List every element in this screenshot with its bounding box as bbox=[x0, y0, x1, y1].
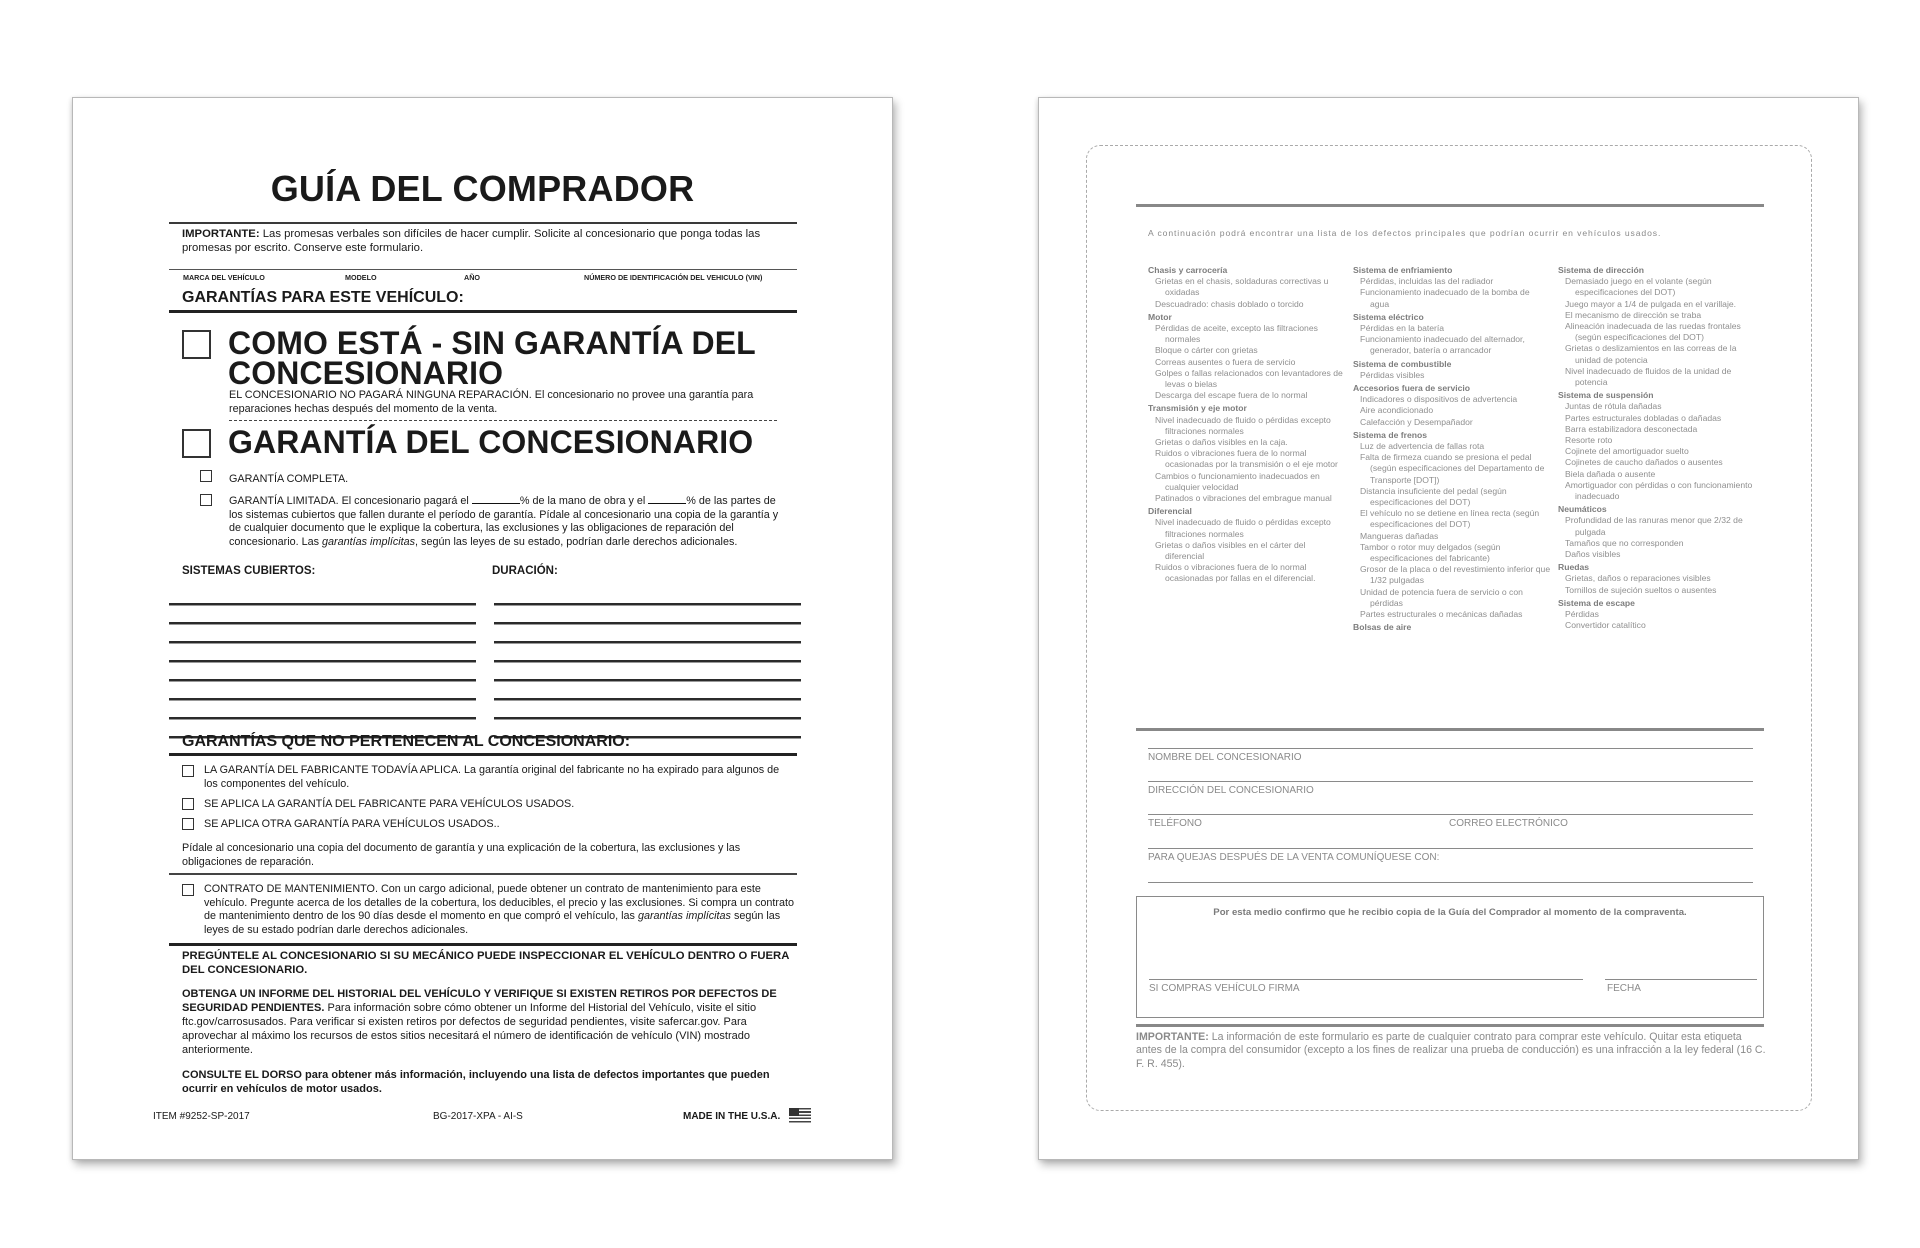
defect-item: Convertidor catalítico bbox=[1565, 620, 1646, 631]
systems-line[interactable] bbox=[169, 717, 476, 720]
defect-item: Grietas en el chasis, soldaduras correctivas u oxidadas bbox=[1155, 276, 1329, 298]
defect-category: Bolsas de aire bbox=[1353, 622, 1412, 633]
defect-item: Barra estabilizadora desconectada bbox=[1565, 423, 1698, 434]
date-line[interactable] bbox=[1605, 979, 1757, 980]
defect-item: Partes estructurales o mecánicas dañadas bbox=[1360, 609, 1523, 620]
used-vehicle-manufacturer-warranty-checkbox[interactable] bbox=[182, 798, 194, 810]
service-contract-text: CONTRATO DE MANTENIMIENTO. Con un cargo adicional, puede obtener un contrato de mantenimiento para este vehículo. Pregunte acerca de los detalles de la cobertura, los deducibles, el precio y las exclusiones. Si compra un contrato de mantenimiento dentro de los 90 días desde el momento en que compró el vehículo, las garantías implícitas según las leyes de su estado podrían darle derechos adicionales. bbox=[204, 883, 794, 936]
dealer-warranty-title: GARANTÍA DEL CONCESIONARIO bbox=[228, 424, 754, 460]
defect-item: Tornillos de sujeción sueltos o ausentes bbox=[1565, 584, 1717, 595]
duration-line[interactable] bbox=[494, 641, 801, 644]
signature-line[interactable] bbox=[1149, 979, 1583, 980]
duration-label: DURACIÓN: bbox=[492, 565, 558, 577]
defect-item: Cambios o funcionamiento inadecuados en cualquier velocidad bbox=[1155, 470, 1320, 492]
as-is-checkbox[interactable] bbox=[182, 330, 211, 359]
defect-item: Pérdidas en la batería bbox=[1360, 323, 1445, 334]
defect-category: Chasis y carrocería bbox=[1148, 265, 1228, 275]
systems-line[interactable] bbox=[169, 603, 476, 606]
divider bbox=[169, 222, 797, 224]
acknowledgment-text: Por esta medio confirmo que he recibio copia de la Guía del Comprador al momento de la compraventa. bbox=[1213, 907, 1687, 918]
defect-category: Ruedas bbox=[1558, 562, 1590, 573]
defect-item: Tambor o rotor muy delgados (según especificaciones del fabricante) bbox=[1360, 541, 1501, 564]
systems-line[interactable] bbox=[169, 698, 476, 701]
complaints-line[interactable] bbox=[1148, 848, 1753, 849]
defect-item: Demasiado juego en el volante (según especificaciones del DOT) bbox=[1565, 276, 1712, 298]
defect-item: Pérdidas bbox=[1565, 609, 1599, 620]
defect-item: Ruidos o vibraciones fuera de lo normal ocasionadas por la transmisión o el eje motor bbox=[1155, 448, 1338, 470]
divider bbox=[1136, 1024, 1764, 1027]
signature-label: SI COMPRAS VEHÍCULO FIRMA bbox=[1149, 983, 1300, 994]
dealer-address-label: DIRECCIÓN DEL CONCESIONARIO bbox=[1148, 785, 1314, 796]
phone-label: TELÉFONO bbox=[1148, 818, 1202, 829]
warranties-heading: GARANTÍAS PARA ESTE VEHÍCULO: bbox=[182, 289, 464, 306]
duration-line[interactable] bbox=[494, 660, 801, 663]
defect-item: Juego mayor a 1/4 de pulgada en el varillaje. bbox=[1565, 298, 1737, 309]
systems-line[interactable] bbox=[169, 679, 476, 682]
defect-item: Mangueras dañadas bbox=[1360, 530, 1439, 541]
defect-category: Sistema eléctrico bbox=[1353, 311, 1424, 322]
defect-item: Cojinetes de caucho dañados o ausentes bbox=[1565, 457, 1723, 468]
defects-intro: A continuación podrá encontrar una lista de los defectos principales que podrían ocurrir en vehículos usados. bbox=[1148, 228, 1662, 238]
defect-item: Pérdidas, incluidas las del radiador bbox=[1360, 276, 1494, 287]
defect-item: Grietas, daños o reparaciones visibles bbox=[1565, 573, 1711, 584]
other-used-vehicle-warranty-checkbox[interactable] bbox=[182, 818, 194, 830]
dealer-name-label: NOMBRE DEL CONCESIONARIO bbox=[1148, 752, 1302, 763]
acknowledgment-box bbox=[1136, 896, 1764, 1018]
defect-item: Nivel inadecuado de fluido o pérdidas excepto filtraciones normales bbox=[1155, 414, 1331, 436]
defect-item: Descuadrado: chasis doblado o torcido bbox=[1155, 298, 1304, 309]
manufacturer-warranty-checkbox[interactable] bbox=[182, 765, 194, 777]
buyers-guide-front-page bbox=[72, 97, 893, 1160]
defect-item: Amortiguador con pérdidas o con funcionamiento inadecuado bbox=[1565, 479, 1753, 502]
limited-warranty-text: GARANTÍA LIMITADA. El concesionario pagará el % de la mano de obra y el % de las partes de los sistemas cubiertos que fallen durante el período de garantía. Pídale al concesionario una copia de la garantía y de cualquier documento que le explique la cobertura, las exclusiones y las obligaciones de reparación del concesionario. Las garantías implícitas, según las leyes de su estado, podrían darle derechos adicionales. bbox=[229, 495, 779, 548]
defect-item: Luz de advertencia de fallas rota bbox=[1360, 441, 1485, 452]
defect-item: Bloque o cárter con grietas bbox=[1155, 345, 1258, 356]
defect-item: Juntas de rótula dañadas bbox=[1565, 401, 1662, 412]
item-number: ITEM #9252-SP-2017 bbox=[153, 1111, 250, 1122]
defects-column-1 bbox=[1148, 263, 1348, 585]
defects-column-2 bbox=[1353, 263, 1553, 634]
defect-category: Sistema de enfriamiento bbox=[1353, 265, 1453, 275]
limited-warranty-checkbox[interactable] bbox=[200, 494, 212, 506]
non-dealer-note: Pídale al concesionario una copia del documento de garantía y una explicación de la cobertura, las exclusiones y las obligaciones de reparación. bbox=[182, 842, 741, 868]
defect-category: Diferencial bbox=[1148, 506, 1192, 517]
systems-line[interactable] bbox=[169, 660, 476, 663]
service-contract-checkbox[interactable] bbox=[182, 884, 194, 896]
defect-item: Calefacción y Desempañador bbox=[1360, 416, 1473, 427]
systems-line[interactable] bbox=[169, 641, 476, 644]
made-in-usa: MADE IN THE U.S.A. bbox=[683, 1111, 781, 1122]
see-back-notice: CONSULTE EL DORSO para obtener más información, incluyendo una lista de defectos importantes que pueden ocurrir en vehículos de motor usados. bbox=[182, 1069, 770, 1095]
defects-column-3 bbox=[1558, 263, 1758, 632]
defect-item: Unidad de potencia fuera de servicio o con pérdidas bbox=[1360, 586, 1523, 608]
full-warranty-label: GARANTÍA COMPLETA. bbox=[229, 473, 349, 485]
defect-item: Pérdidas de aceite, excepto las filtraciones normales bbox=[1155, 323, 1318, 345]
complaints-label: PARA QUEJAS DESPUÉS DE LA VENTA COMUNÍQUESE CON: bbox=[1148, 852, 1440, 863]
full-warranty-checkbox[interactable] bbox=[200, 470, 212, 482]
manufacturer-warranty-text: LA GARANTÍA DEL FABRICANTE TODAVÍA APLICA. La garantía original del fabricante no ha expirado para algunos de los componentes del vehículo. bbox=[204, 764, 780, 790]
defect-item: Golpes o fallas relacionados con levantadores de levas o bielas bbox=[1155, 367, 1343, 390]
defect-item: Profundidad de las ranuras menor que 2/32 de pulgada bbox=[1565, 515, 1743, 537]
divider bbox=[169, 753, 797, 756]
form-code: BG-2017-XPA - AI-S bbox=[433, 1111, 523, 1122]
systems-covered-label: SISTEMAS CUBIERTOS: bbox=[182, 565, 316, 577]
duration-line[interactable] bbox=[494, 622, 801, 625]
divider bbox=[169, 310, 797, 313]
divider bbox=[169, 873, 797, 875]
mechanic-inspection-notice: PREGÚNTELE AL CONCESIONARIO SI SU MECÁNICO PUEDE INSPECCIONAR EL VEHÍCULO DENTRO O FUERA DEL CONCESIONARIO. bbox=[182, 950, 789, 976]
systems-line[interactable] bbox=[169, 622, 476, 625]
defect-category: Sistema de dirección bbox=[1558, 265, 1644, 275]
defect-item: Patinados o vibraciones del embrague manual bbox=[1155, 493, 1332, 504]
defect-item: Funcionamiento inadecuado de la bomba de agua bbox=[1360, 287, 1530, 309]
defect-category: Sistema de suspensión bbox=[1558, 390, 1654, 401]
defect-item: El mecanismo de dirección se traba bbox=[1565, 309, 1702, 320]
defect-category: Sistema de frenos bbox=[1353, 429, 1428, 440]
defect-item: Grietas o deslizamientos en las correas de la unidad de potencia bbox=[1565, 343, 1737, 365]
defect-item: Falta de firmeza cuando se presiona el pedal (según especificaciones del Departamento de Transporte [DOT]) bbox=[1360, 452, 1545, 485]
defect-item: Nivel inadecuado de fluido o pérdidas excepto filtraciones normales bbox=[1155, 517, 1331, 539]
defect-item: Descarga del escape fuera de lo normal bbox=[1155, 390, 1308, 401]
defect-item: Daños visibles bbox=[1565, 549, 1621, 560]
as-is-description: EL CONCESIONARIO NO PAGARÁ NINGUNA REPARACIÓN. El concesionario no provee una garantía para reparaciones hechas después del momento de la venta. bbox=[229, 389, 754, 415]
defect-item: Funcionamiento inadecuado del alternador, generador, batería o arrancador bbox=[1360, 334, 1525, 356]
defect-item: Grosor de la placa o del revestimiento inferior que 1/32 pulgadas bbox=[1360, 564, 1551, 586]
page-title: GUÍA DEL COMPRADOR bbox=[270, 168, 695, 209]
defect-item: Grietas o daños visibles en el cárter del diferencial bbox=[1155, 539, 1306, 562]
defect-item: Partes estructurales dobladas o dañadas bbox=[1565, 412, 1722, 423]
duration-line[interactable] bbox=[494, 698, 801, 701]
defect-item: Cojinete del amortiguador suelto bbox=[1565, 446, 1689, 457]
divider bbox=[1136, 204, 1764, 207]
parts-percent-field[interactable] bbox=[648, 494, 686, 504]
dashed-divider bbox=[229, 420, 777, 421]
important-notice: IMPORTANTE: Las promesas verbales son difíciles de hacer cumplir. Solicite al concesionario que ponga todas las promesas por escrito. Conserve este formulario. bbox=[182, 228, 761, 254]
defect-item: Nivel inadecuado de fluidos de la unidad de potencia bbox=[1565, 365, 1732, 388]
defect-item: Pérdidas visibles bbox=[1360, 369, 1425, 380]
defect-category: Accesorios fuera de servicio bbox=[1353, 383, 1471, 394]
defect-category: Motor bbox=[1148, 311, 1172, 322]
email-label: CORREO ELECTRÓNICO bbox=[1449, 818, 1568, 829]
defect-category: Sistema de combustible bbox=[1353, 358, 1452, 369]
defect-item: Alineación inadecuada de las ruedas frontales (según especificaciones del DOT) bbox=[1565, 321, 1741, 343]
other-used-vehicle-warranty-text: SE APLICA OTRA GARANTÍA PARA VEHÍCULOS USADOS.. bbox=[204, 818, 500, 830]
duration-line[interactable] bbox=[494, 679, 801, 682]
defect-category: Sistema de escape bbox=[1558, 597, 1635, 608]
dealer-phone-email-line[interactable] bbox=[1148, 814, 1753, 815]
dealer-address-line[interactable] bbox=[1148, 781, 1753, 782]
divider bbox=[1136, 728, 1764, 731]
divider bbox=[169, 943, 797, 946]
defect-category: Transmisión y eje motor bbox=[1148, 403, 1247, 414]
non-dealer-warranties-heading: GARANTÍAS QUE NO PERTENECEN AL CONCESIONARIO: bbox=[182, 733, 631, 750]
vehicle-history-notice: OBTENGA UN INFORME DEL HISTORIAL DEL VEHÍCULO Y VERIFIQUE SI EXISTEN RETIROS POR DEFECTOS DE SEGURIDAD PENDIENTES. Para información sobre cómo obtener un Informe del Historial del Vehículo, visite el sitio ftc.gov/carrosusados. Para verificar si existen retiros por defectos de seguridad pendientes, visite safercar.gov. Para aprovechar al máximo los recursos de estos sitios necesitará el número de identificación de vehículo (VIN) mostrado anteriormente. bbox=[182, 988, 777, 1056]
as-is-option-title: COMO ESTÁ - SIN GARANTÍA DEL CONCESIONARIO bbox=[228, 325, 756, 391]
vehicle-make-label: MARCA DEL VEHÍCULO bbox=[183, 273, 265, 282]
defect-item: Tamaños que no corresponden bbox=[1565, 537, 1684, 548]
vehicle-info-line[interactable] bbox=[169, 269, 797, 270]
defect-item: Ruidos o vibraciones fuera de lo normal ocasionadas por fallas en el diferencial. bbox=[1155, 562, 1316, 584]
buyers-guide-back-page bbox=[1038, 97, 1859, 1160]
duration-line[interactable] bbox=[494, 603, 801, 606]
complaints-contact-line[interactable] bbox=[1148, 882, 1753, 883]
duration-line[interactable] bbox=[494, 717, 801, 720]
important-legal-notice: IMPORTANTE: La información de este formulario es parte de cualquier contrato para comprar este vehículo. Quitar esta etiqueta antes de la compra del consumidor (excepto a los fines de realizar una prueba de conducción) es una infracción a la ley federal (16 C. F. R. 455). bbox=[1136, 1031, 1766, 1070]
used-vehicle-manufacturer-warranty-text: SE APLICA LA GARANTÍA DEL FABRICANTE PARA VEHÍCULOS USADOS. bbox=[204, 798, 575, 810]
defect-item: Correas ausentes o fuera de servicio bbox=[1155, 356, 1296, 367]
vin-label: NÚMERO DE IDENTIFICACIÓN DEL VEHICULO (VIN) bbox=[584, 273, 763, 282]
defect-item: Aire acondicionado bbox=[1360, 405, 1434, 416]
dealer-warranty-checkbox[interactable] bbox=[182, 429, 211, 458]
labor-percent-field[interactable] bbox=[472, 494, 520, 504]
defect-item: Resorte roto bbox=[1565, 435, 1613, 446]
us-flag-icon bbox=[789, 1108, 811, 1123]
defect-category: Neumáticos bbox=[1558, 504, 1607, 515]
date-label: FECHA bbox=[1607, 983, 1641, 994]
defect-item: El vehículo no se detiene en línea recta (según especificaciones del DOT) bbox=[1360, 508, 1540, 530]
defect-item: Distancia insuficiente del pedal (según especificaciones del DOT) bbox=[1360, 485, 1507, 508]
defect-item: Indicadores o dispositivos de advertencia bbox=[1360, 394, 1518, 405]
dealer-name-line[interactable] bbox=[1148, 748, 1753, 749]
defect-item: Biela dañada o ausente bbox=[1565, 468, 1656, 479]
defect-item: Grietas o daños visibles en la caja. bbox=[1155, 437, 1288, 448]
vehicle-year-label: AÑO bbox=[464, 273, 480, 282]
vehicle-model-label: MODELO bbox=[345, 273, 377, 282]
